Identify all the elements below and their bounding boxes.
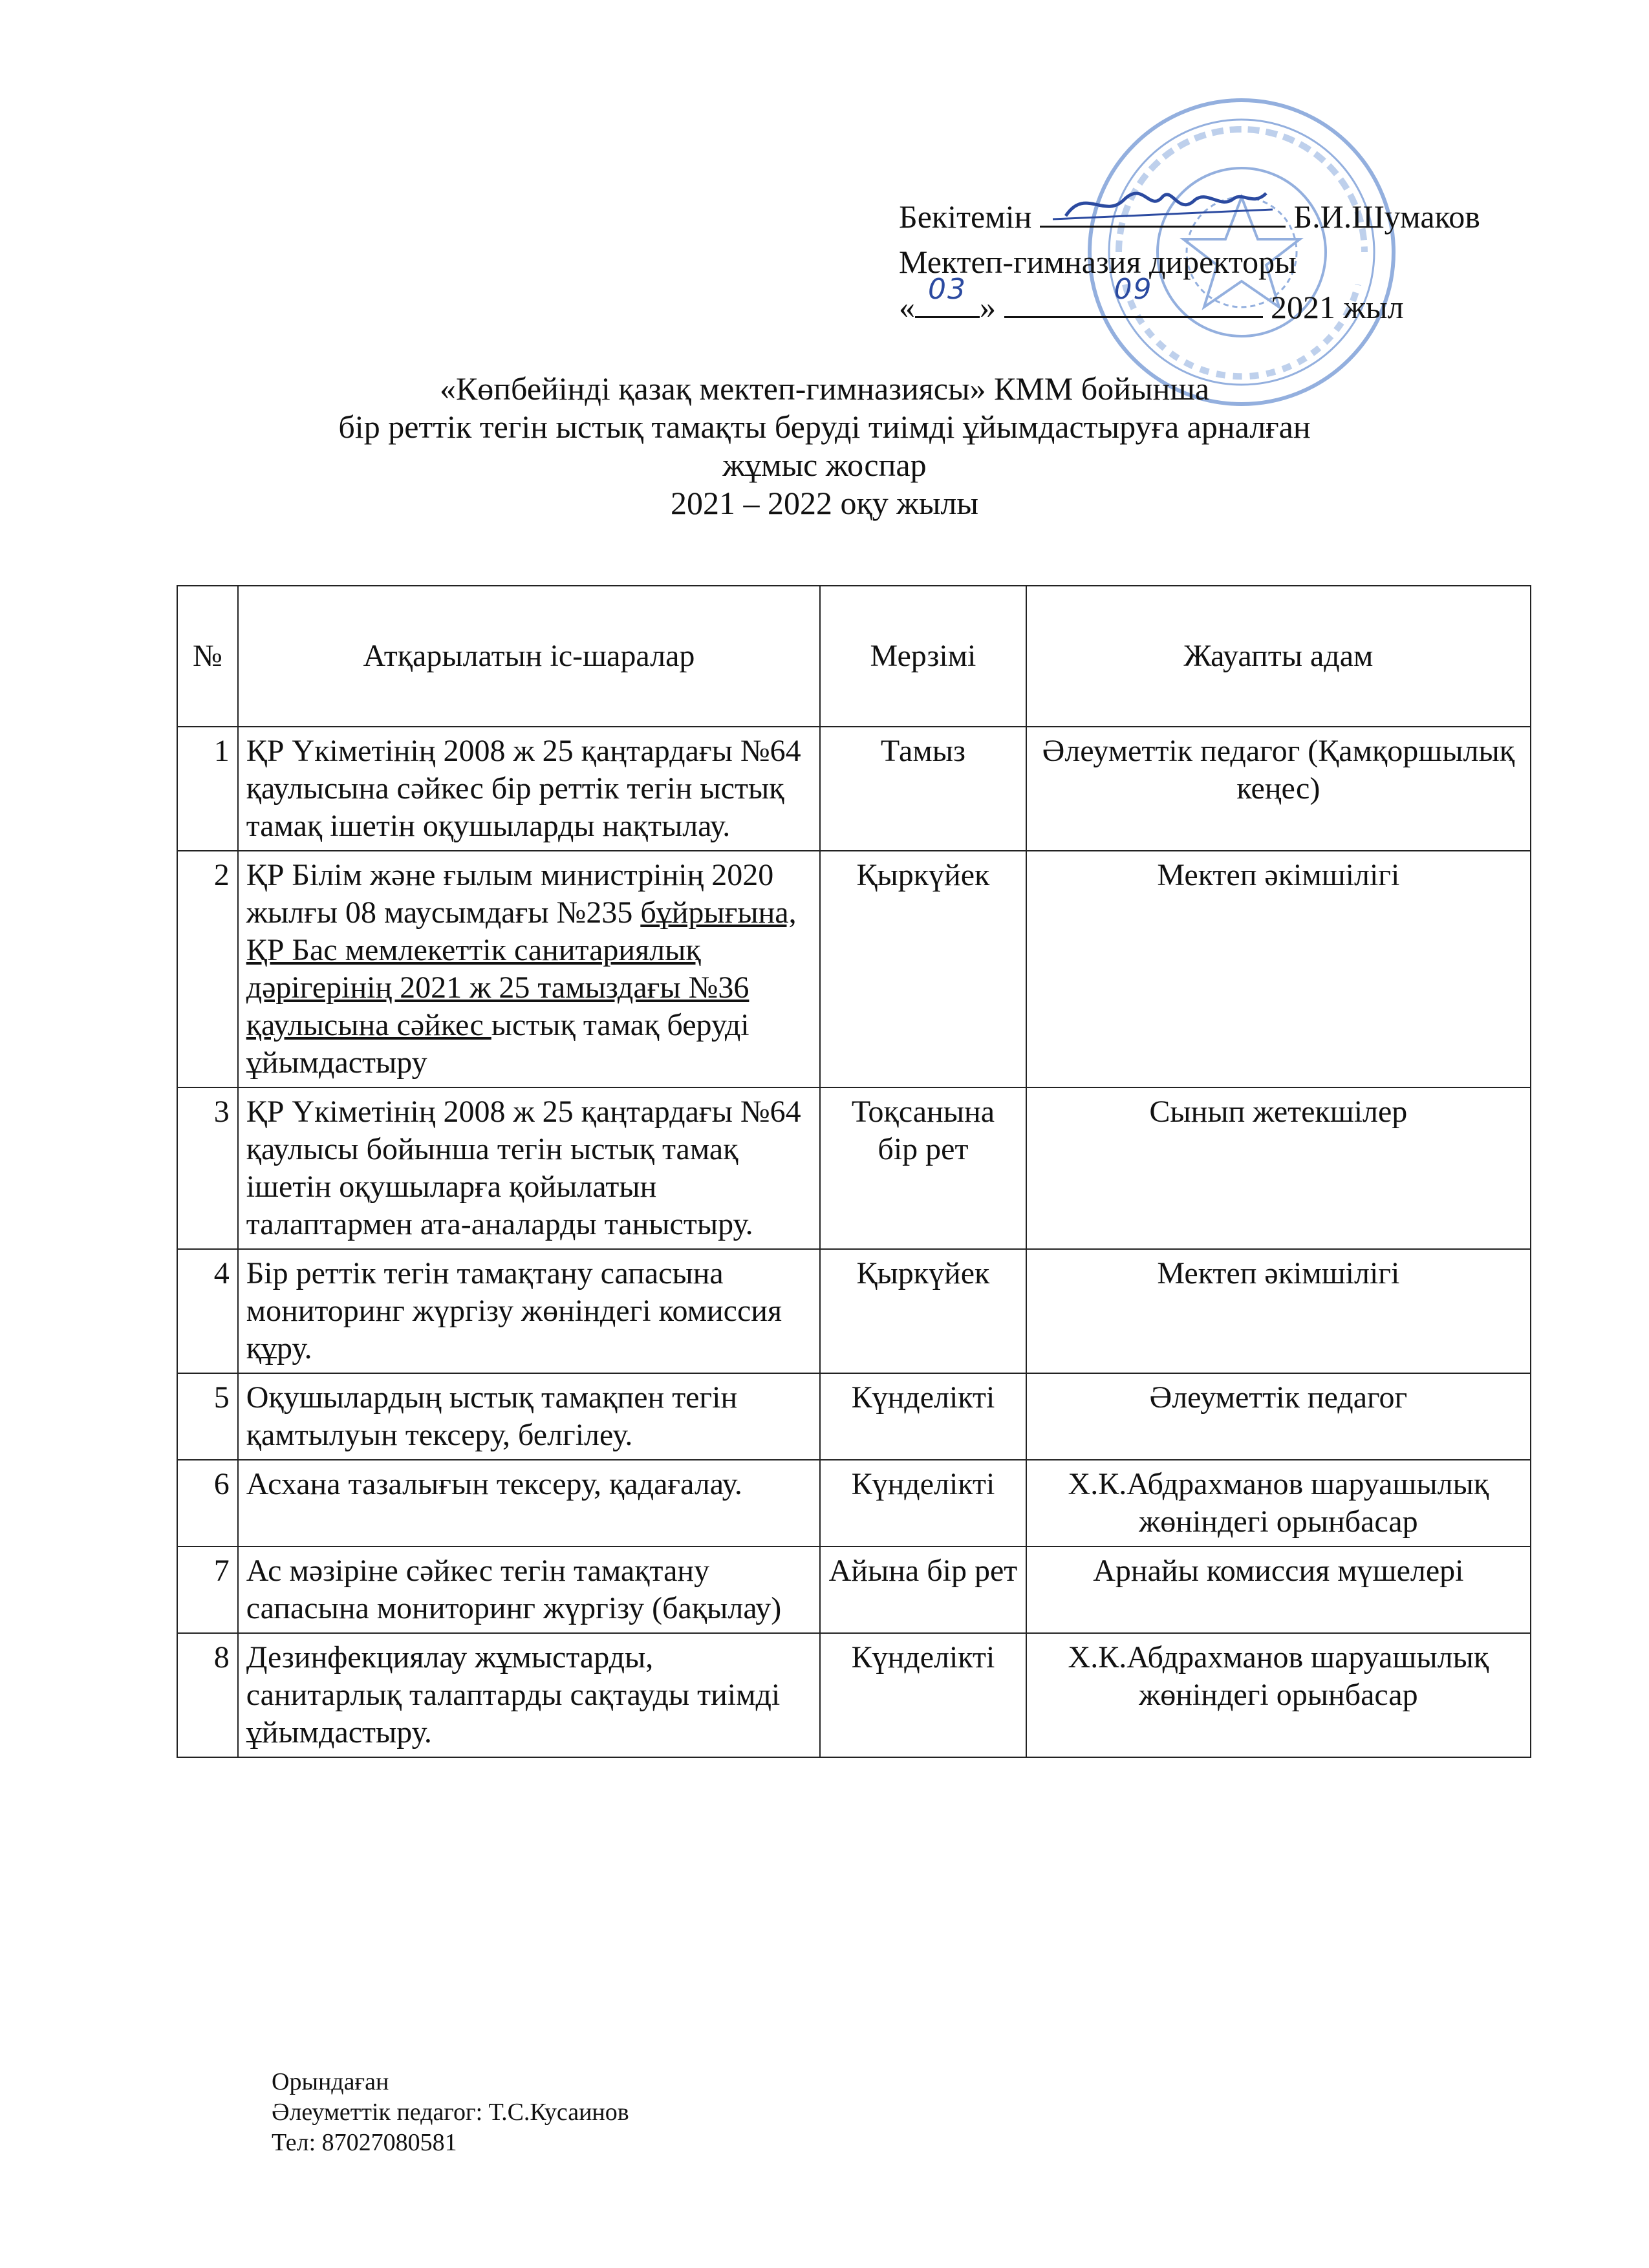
table-header-row — [177, 586, 1531, 727]
quote-open: « — [899, 289, 915, 325]
activity-text-end: ыстық тамақ беруді ұйымдастыру — [246, 1008, 749, 1080]
row-activity: ҚР Үкіметінің 2008 ж 25 қаңтардағы №64 қаулысына сәйкес бір реттік тегін ыстық тамақ ішетін оқушыларды нақтылау. — [238, 727, 820, 851]
row-number: 4 — [177, 1249, 238, 1373]
row-activity: Оқушылардың ыстық тамақпен тегін қамтылуын тексеру, белгілеу. — [238, 1373, 820, 1460]
row-responsible: Х.К.Абдрахманов шаруашылық жөніндегі орынбасар — [1026, 1633, 1531, 1757]
table-row — [177, 1546, 1531, 1633]
row-number: 2 — [177, 851, 238, 1087]
title-line-4: 2021 – 2022 оқу жылы — [671, 485, 978, 521]
header-number: № — [177, 586, 238, 727]
footer-executed-by: Орындаған — [272, 2068, 389, 2095]
year-text: 2021 жыл — [1271, 289, 1404, 325]
activity-underlined-text: бұйрығына, ҚР Бас мемлекеттік санитариялық дәрігерінің 2021 ж 25 тамыздағы №36 қаулысына сәйкес — [246, 895, 797, 1042]
row-number: 3 — [177, 1087, 238, 1249]
day-field — [915, 273, 980, 318]
row-number: 5 — [177, 1373, 238, 1460]
row-responsible: Мектеп әкімшілігі — [1026, 851, 1531, 1087]
director-position: Мектеп-гимназия директоры — [899, 244, 1297, 280]
row-term: Қыркүйек — [820, 851, 1026, 1087]
activity-text: ҚР Білім және ғылым министрінің 2020 жылғы 08 маусымдағы №235 — [246, 858, 774, 930]
row-activity: Асхана тазалығын тексеру, қадағалау. — [238, 1460, 820, 1546]
row-term: Айына бір рет — [820, 1546, 1026, 1633]
row-term: Күнделікті — [820, 1373, 1026, 1460]
quote-close: » — [980, 289, 996, 325]
month-field — [1004, 273, 1263, 318]
row-number: 6 — [177, 1460, 238, 1546]
signature-line — [1040, 200, 1286, 228]
header-activity: Атқарылатын іс-шаралар — [238, 586, 820, 727]
row-term: Күнделікті — [820, 1633, 1026, 1757]
director-name: Б.И.Шумаков — [1293, 198, 1480, 235]
header-term: Мерзімі — [820, 586, 1026, 727]
row-term: Қыркүйек — [820, 1249, 1026, 1373]
table-row — [177, 727, 1531, 851]
day-value: 03 — [928, 273, 967, 306]
row-number: 7 — [177, 1546, 238, 1633]
row-number: 1 — [177, 727, 238, 851]
title-line-3: жұмыс жоспар — [722, 447, 927, 483]
executor-footer — [272, 2067, 629, 2158]
table-row — [177, 1249, 1531, 1373]
header-responsible: Жауапты адам — [1026, 586, 1531, 727]
approve-word: Бекітемін — [899, 198, 1032, 235]
row-activity: Дезинфекциялау жұмыстарды, санитарлық талаптарды сақтауды тиімді ұйымдастыру. — [238, 1633, 820, 1757]
table-row — [177, 1373, 1531, 1460]
row-activity — [238, 851, 820, 1087]
row-responsible: Мектеп әкімшілігі — [1026, 1249, 1531, 1373]
row-activity: Ас мәзіріне сәйкес тегін тамақтану сапасына мониторинг жүргізу (бақылау) — [238, 1546, 820, 1633]
approval-block — [899, 194, 1480, 330]
row-responsible: Х.К.Абдрахманов шаруашылық жөніндегі орынбасар — [1026, 1460, 1531, 1546]
row-activity: Бір реттік тегін тамақтану сапасына мониторинг жүргізу жөніндегі комиссия құру. — [238, 1249, 820, 1373]
footer-social-pedagogue: Әлеуметтік педагог: Т.С.Кусаинов — [272, 2099, 629, 2126]
row-responsible: Арнайы комиссия мүшелері — [1026, 1546, 1531, 1633]
title-line-1: «Көпбейінді қазақ мектеп-гимназиясы» КММ бойынша — [439, 370, 1210, 407]
month-value: 09 — [1114, 273, 1153, 306]
row-term: Тоқсанына бір рет — [820, 1087, 1026, 1249]
table-row — [177, 1633, 1531, 1757]
document-title — [0, 370, 1649, 522]
table-row — [177, 851, 1531, 1087]
table-row — [177, 1460, 1531, 1546]
row-responsible: Әлеуметтік педагог — [1026, 1373, 1531, 1460]
work-plan-table — [177, 585, 1531, 1758]
director-signature — [1040, 180, 1286, 226]
row-responsible: Сынып жетекшілер — [1026, 1087, 1531, 1249]
table-row — [177, 1087, 1531, 1249]
title-line-2: бір реттік тегін ыстық тамақты беруді тиімді ұйымдастыруға арналған — [338, 409, 1311, 445]
row-activity: ҚР Үкіметінің 2008 ж 25 қаңтардағы №64 қаулысы бойынша тегін ыстық тамақ ішетін оқушыларға қойылатын талаптармен ата-аналарды таныстыру. — [238, 1087, 820, 1249]
row-term: Тамыз — [820, 727, 1026, 851]
row-number: 8 — [177, 1633, 238, 1757]
row-term: Күнделікті — [820, 1460, 1026, 1546]
row-responsible: Әлеуметтік педагог (Қамқоршылық кеңес) — [1026, 727, 1531, 851]
footer-phone: Тел: 87027080581 — [272, 2129, 457, 2156]
